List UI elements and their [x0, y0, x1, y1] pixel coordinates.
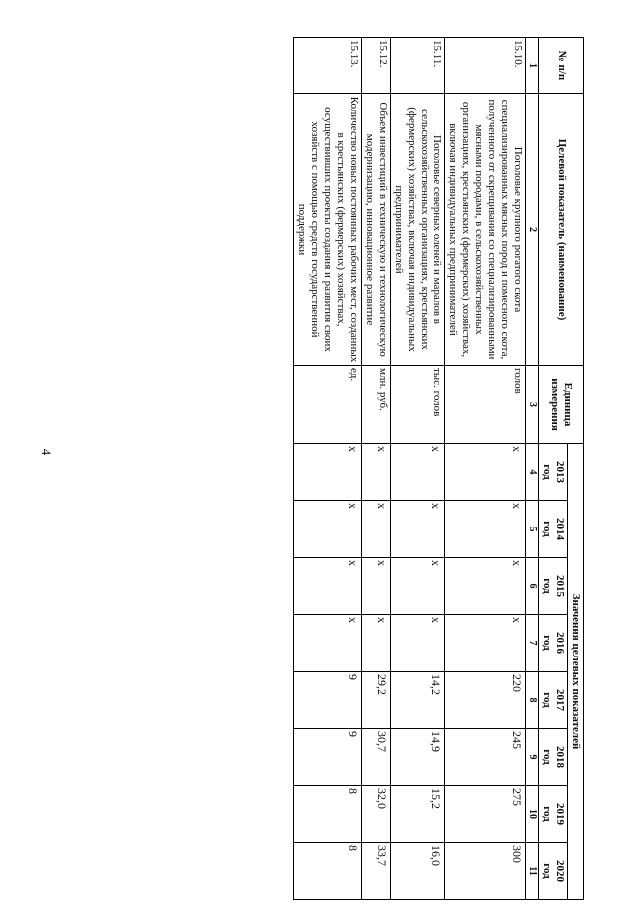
- column-number: 8: [526, 672, 539, 729]
- indicator-name: Объем инвестиций в техническую и технологическую модернизацию, инновационное развитие: [361, 94, 390, 366]
- header-unit: Единица измерения: [539, 366, 584, 444]
- value-cell: x: [445, 615, 526, 672]
- value-cell: 16,0: [390, 843, 445, 900]
- column-number: 7: [526, 615, 539, 672]
- column-number: 6: [526, 558, 539, 615]
- header-indicator: Целевой показатель (наименование): [539, 94, 584, 366]
- row-number: 15.11.: [390, 38, 445, 94]
- year-number: 2015: [554, 575, 567, 597]
- target-indicators-table: [293, 37, 584, 900]
- row-number: 15.10.: [445, 38, 526, 94]
- value-cell: x: [293, 444, 361, 501]
- row-number: 15.12.: [361, 38, 390, 94]
- column-number: 9: [526, 729, 539, 786]
- year-number: 2013: [554, 461, 567, 483]
- value-cell: x: [361, 615, 390, 672]
- value-cell: 15,2: [390, 786, 445, 843]
- year-suffix: год: [541, 806, 554, 822]
- value-cell: 14,9: [390, 729, 445, 786]
- year-number: 2018: [554, 746, 567, 768]
- page-number: 4: [39, 448, 54, 456]
- year-number: 2016: [554, 632, 567, 654]
- year-suffix: год: [541, 749, 554, 765]
- unit-cell: млн. руб.: [361, 366, 390, 444]
- value-cell: x: [293, 558, 361, 615]
- value-cell: 9: [293, 672, 361, 729]
- row-number: 15.13.: [293, 38, 361, 94]
- value-cell: x: [361, 558, 390, 615]
- year-suffix: год: [541, 635, 554, 651]
- year-suffix: год: [541, 521, 554, 537]
- indicator-name: Поголовье крупного рогатого скота специализированных мясных пород и помесного скота, полученного от скрещивания со специализированными мясными породами, в сельскохозяйственных организациях, крестьянских (фермерских) хозяйствах, включая индивидуальных предпринимателей: [445, 94, 526, 366]
- value-cell: x: [445, 558, 526, 615]
- value-cell: x: [293, 615, 361, 672]
- value-cell: 220: [445, 672, 526, 729]
- header-year-2013: [539, 444, 568, 501]
- header-year-2019: [539, 786, 568, 843]
- value-cell: x: [390, 444, 445, 501]
- unit-cell: ед.: [293, 366, 361, 444]
- value-cell: x: [390, 615, 445, 672]
- value-cell: 29,2: [361, 672, 390, 729]
- value-cell: x: [361, 444, 390, 501]
- value-cell: 33,7: [361, 843, 390, 900]
- column-number: 10: [526, 786, 539, 843]
- value-cell: x: [390, 501, 445, 558]
- column-number: 1: [526, 38, 539, 94]
- header-year-2018: [539, 729, 568, 786]
- value-cell: 300: [445, 843, 526, 900]
- year-number: 2020: [554, 860, 567, 883]
- value-cell: x: [445, 444, 526, 501]
- header-year-2017: [539, 672, 568, 729]
- header-year-2014: [539, 501, 568, 558]
- column-number: 2: [526, 94, 539, 366]
- header-year-2020: [539, 843, 568, 900]
- column-number: 3: [526, 366, 539, 444]
- value-cell: 14,2: [390, 672, 445, 729]
- value-cell: x: [445, 501, 526, 558]
- year-number: 2019: [554, 803, 567, 825]
- unit-cell: тыс. голов: [390, 366, 445, 444]
- header-year-2015: [539, 558, 568, 615]
- column-number: 11: [526, 843, 539, 900]
- table-row: [445, 38, 526, 900]
- value-cell: x: [293, 501, 361, 558]
- value-cell: 30,7: [361, 729, 390, 786]
- value-cell: 8: [293, 843, 361, 900]
- value-cell: 32,0: [361, 786, 390, 843]
- rotated-table-container: [56, 37, 584, 899]
- header-values-group: Значения целевых показателей: [568, 444, 584, 900]
- value-cell: x: [390, 558, 445, 615]
- header-num: № п/п: [539, 38, 584, 94]
- header-year-2016: [539, 615, 568, 672]
- value-cell: 275: [445, 786, 526, 843]
- year-suffix: год: [541, 578, 554, 594]
- table-row: [361, 38, 390, 900]
- year-suffix: год: [541, 863, 554, 879]
- year-suffix: год: [541, 692, 554, 708]
- year-number: 2014: [554, 518, 567, 540]
- indicator-name: Поголовье северных оленей и маралов в сельскохозяйственных организациях, крестьянских (фермерских) хозяйствах, включая индивидуальных предпринимателей: [390, 94, 445, 366]
- year-suffix: год: [541, 464, 554, 480]
- column-number: 5: [526, 501, 539, 558]
- value-cell: 9: [293, 729, 361, 786]
- value-cell: 8: [293, 786, 361, 843]
- table-row: [390, 38, 445, 900]
- table-row: [293, 38, 361, 900]
- value-cell: x: [361, 501, 390, 558]
- indicator-name: Количество новых постоянных рабочих мест, созданных в крестьянских (фермерских) хозяйствах, осуществивших проекты создания и развития своих хозяйств с помощью средств государственной поддержки: [293, 94, 361, 366]
- value-cell: 245: [445, 729, 526, 786]
- unit-cell: голов: [445, 366, 526, 444]
- column-number: 4: [526, 444, 539, 501]
- year-number: 2017: [554, 689, 567, 711]
